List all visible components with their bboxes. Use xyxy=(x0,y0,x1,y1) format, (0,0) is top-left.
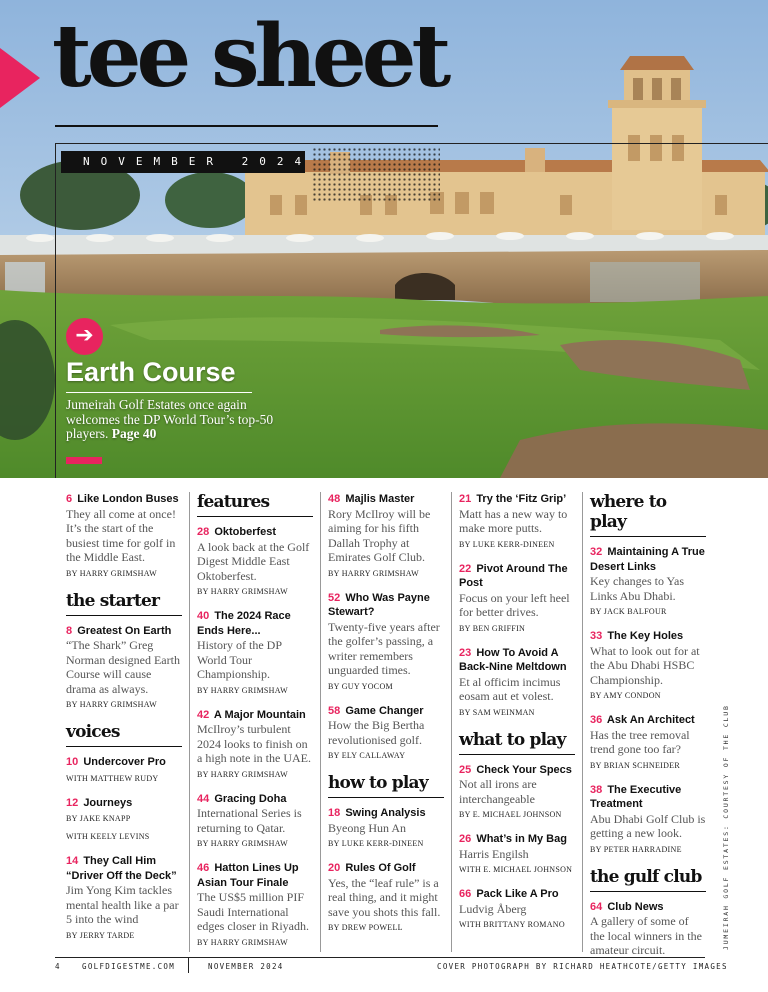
entry-byline: BY JACK BALFOUR xyxy=(590,607,667,616)
footer-site-link[interactable]: GOLFDIGESTME.COM xyxy=(82,962,176,971)
entry-byline: WITH BRITTANY ROMANO xyxy=(459,920,565,929)
cover-description xyxy=(66,398,276,442)
toc-entry[interactable] xyxy=(590,713,706,771)
toc-entry[interactable] xyxy=(66,624,182,711)
entry-byline: BY ELY CALLAWAY xyxy=(328,751,406,760)
entry-title[interactable] xyxy=(459,562,575,591)
toc-entry[interactable] xyxy=(459,562,575,634)
entry-description: Focus on your left heel for better drives. xyxy=(459,590,570,619)
toc-entry[interactable] xyxy=(66,755,182,784)
frame-line-left xyxy=(55,143,56,478)
entry-description: International Series is returning to Qatar. xyxy=(197,806,302,835)
entry-title[interactable] xyxy=(328,591,444,620)
entry-byline: BY BEN GRIFFIN xyxy=(459,623,526,633)
entry-description: McIlroy’s turbulent 2024 looks to finish on a high note in the UAE. xyxy=(197,722,311,765)
toc-entry[interactable] xyxy=(328,861,444,933)
entry-title[interactable] xyxy=(197,708,313,723)
page-number: 10 xyxy=(66,756,79,768)
frame-line-top xyxy=(55,143,768,144)
cover-page-ref[interactable]: Page 40 xyxy=(111,426,157,441)
cover-headline-rule xyxy=(66,392,252,393)
entry-byline: BY HARRY GRIMSHAW xyxy=(66,568,157,578)
page-number: 22 xyxy=(459,562,472,575)
entry-title-text: The Executive Treatment xyxy=(590,783,682,810)
entry-byline: BY HARRY GRIMSHAW xyxy=(197,685,288,695)
column-divider xyxy=(320,492,321,952)
entry-description: Rory McIlroy will be aiming for his fifth Dallah Trophy at Emirates Golf Club. xyxy=(328,506,431,564)
page-number: 40 xyxy=(197,610,210,622)
entry-byline: BY BRIAN SCHNEIDER xyxy=(590,760,680,770)
toc-entry[interactable] xyxy=(197,708,313,780)
entry-title-text: Game Changer xyxy=(345,704,424,717)
page-number: 26 xyxy=(459,833,472,845)
entry-title[interactable] xyxy=(66,854,182,883)
entry-description: Harris Engilsh xyxy=(459,846,529,861)
toc-entry[interactable] xyxy=(197,861,313,948)
entry-title-text: A Major Mountain xyxy=(213,708,306,721)
entry-title[interactable] xyxy=(459,832,575,847)
entry-byline: BY E. MICHAEL JOHNSON xyxy=(459,810,562,819)
entry-byline: BY LUKE KERR-DINEEN xyxy=(459,539,555,549)
section-heading: how to play xyxy=(328,773,444,798)
masthead-title: tee sheet xyxy=(52,6,447,107)
entry-byline: BY HARRY GRIMSHAW xyxy=(197,587,288,596)
toc-entry[interactable] xyxy=(459,832,575,875)
toc-entry[interactable] xyxy=(66,492,182,579)
entry-description: What to look out for at the Abu Dhabi HSBC Championship. xyxy=(590,643,700,687)
entry-description: The US$5 million PIF Saudi International edges closer in Riyadh. xyxy=(197,890,309,933)
entry-title[interactable] xyxy=(459,763,575,778)
entry-title[interactable] xyxy=(197,792,313,807)
entry-byline: BY JAKE KNAPP xyxy=(66,814,131,823)
entry-title[interactable] xyxy=(590,900,706,915)
toc-entry[interactable] xyxy=(66,854,182,941)
entry-byline: BY LUKE KERR-DINEEN xyxy=(328,839,424,848)
toc-entry[interactable] xyxy=(590,783,706,855)
entry-title-text: Majlis Master xyxy=(345,493,415,505)
entry-title[interactable] xyxy=(197,609,313,638)
toc-entry[interactable] xyxy=(197,792,313,850)
entry-title-text: Maintaining A True Desert Links xyxy=(590,546,705,573)
entry-title-text: How To Avoid A Back-Nine Meltdown xyxy=(459,646,567,673)
entry-title-text: Pack Like A Pro xyxy=(476,888,559,900)
entry-title-text: Like London Buses xyxy=(77,493,179,505)
page-number: 25 xyxy=(459,763,472,776)
page-number: 12 xyxy=(66,796,79,809)
page-number: 38 xyxy=(590,783,603,796)
entry-title[interactable] xyxy=(328,806,444,821)
entry-description: “The Shark” Greg Norman designed Earth Course will cause drama as always. xyxy=(66,638,180,696)
page-number: 23 xyxy=(459,646,472,659)
toc-entry[interactable] xyxy=(66,796,182,843)
entry-title-text: Gracing Doha xyxy=(214,792,287,805)
toc-column-4 xyxy=(459,492,575,942)
entry-title[interactable] xyxy=(197,861,313,890)
entry-title-text: They Call Him “Driver Off the Deck” xyxy=(66,855,177,882)
footer-divider xyxy=(188,957,189,973)
page-number: 58 xyxy=(328,704,341,717)
entry-description: Et al officim incimus eosam aut et volest. xyxy=(459,674,561,703)
entry-description: Matt has a new way to make more putts. xyxy=(459,506,568,535)
entry-title-text: The Key Holes xyxy=(607,630,684,642)
footer-cover-credit: COVER PHOTOGRAPH BY RICHARD HEATHCOTE/GETTY IMAGES xyxy=(437,962,728,971)
entry-byline: BY HARRY GRIMSHAW xyxy=(66,700,157,709)
toc-entry[interactable] xyxy=(328,806,444,849)
entry-byline: WITH E. MICHAEL JOHNSON xyxy=(459,865,573,874)
entry-byline: WITH MATTHEW RUDY xyxy=(66,773,159,783)
entry-title[interactable] xyxy=(66,624,182,639)
entry-description: Yes, the “leaf rule” is a real thing, and it might save you shots this fall. xyxy=(328,875,441,919)
toc-entry[interactable] xyxy=(459,646,575,718)
cover-headline: Earth Course xyxy=(66,357,236,387)
toc-entry[interactable] xyxy=(459,763,575,821)
entry-description: Byeong Hun An xyxy=(328,820,406,835)
entry-title-text: What’s in My Bag xyxy=(476,833,567,845)
entry-description: How the Big Bertha revolutionised golf. xyxy=(328,718,425,747)
entry-title-text: Swing Analysis xyxy=(345,807,426,819)
accent-bar xyxy=(66,457,102,464)
entry-title[interactable] xyxy=(66,755,182,770)
page-number: 20 xyxy=(328,862,341,874)
section-heading: features xyxy=(197,492,313,517)
entry-description: History of the DP World Tour Championship. xyxy=(197,638,282,681)
entry-byline: BY HARRY GRIMSHAW xyxy=(197,839,288,848)
entry-description: Twenty-five years after the golfer’s passing, a writer remembers unguarded times. xyxy=(328,619,440,677)
page-number: 48 xyxy=(328,493,341,505)
page-number: 64 xyxy=(590,900,603,913)
entry-description: They all come at once! It’s the start of the busiest time for golf in the Middle East. xyxy=(66,506,176,564)
toc-column-5 xyxy=(590,492,706,970)
entry-byline: BY HARRY GRIMSHAW xyxy=(328,568,419,578)
section-heading: what to play xyxy=(459,730,575,755)
cover-photo xyxy=(0,0,768,478)
section-heading: the starter xyxy=(66,591,182,616)
page-number: 6 xyxy=(66,493,73,505)
entry-description: Abu Dhabi Golf Club is getting a new look. xyxy=(590,811,706,840)
entry-description: Key changes to Yas Links Abu Dhabi. xyxy=(590,574,684,603)
page-number: 33 xyxy=(590,630,603,642)
entry-description: Jim Yong Kim tackles mental health like a par 5 into the wind xyxy=(66,883,179,926)
entry-title[interactable] xyxy=(197,525,313,540)
entry-byline: BY SAM WEINMAN xyxy=(459,707,535,717)
column-divider xyxy=(189,492,190,952)
entry-description: A look back at the Golf Digest Middle East Oktoberfest. xyxy=(197,539,310,583)
entry-title[interactable] xyxy=(328,492,444,507)
entry-byline: BY HARRY GRIMSHAW xyxy=(197,937,288,947)
entry-title-text: Hatton Lines Up Asian Tour Finale xyxy=(197,862,299,889)
footer-issue-date: NOVEMBER 2024 xyxy=(208,962,284,971)
entry-title-text: Greatest On Earth xyxy=(77,624,172,637)
entry-title-text: Check Your Specs xyxy=(476,763,572,776)
entry-title[interactable] xyxy=(459,887,575,902)
page-number: 36 xyxy=(590,714,603,726)
entry-title[interactable] xyxy=(66,796,182,811)
entry-title[interactable] xyxy=(590,713,706,728)
entry-title-text: The 2024 Race Ends Here... xyxy=(197,610,291,637)
toc-entry[interactable] xyxy=(590,900,706,958)
entry-title[interactable] xyxy=(459,646,575,675)
entry-title-text: Ask An Architect xyxy=(606,714,695,726)
entry-title[interactable] xyxy=(459,492,575,507)
page-number: 14 xyxy=(66,855,79,867)
photo-credit-vertical: JUMEIRAH GOLF ESTATES: COURTESY OF THE CLUB xyxy=(722,704,730,950)
page-number: 18 xyxy=(328,807,341,819)
issue-date-bar: NOVEMBER 2024 xyxy=(61,151,305,173)
toc-entry[interactable] xyxy=(328,492,444,579)
footer-rule xyxy=(55,957,705,958)
entry-byline: BY GUY YOCOM xyxy=(328,681,393,691)
toc-entry[interactable] xyxy=(197,525,313,597)
toc-entry[interactable] xyxy=(590,545,706,617)
toc-entry[interactable] xyxy=(197,609,313,696)
toc-entry[interactable] xyxy=(590,629,706,701)
column-divider xyxy=(451,492,452,952)
entry-title-text: Pivot Around The Post xyxy=(459,562,568,589)
toc-column-1 xyxy=(66,492,182,953)
entry-title-text: Undercover Pro xyxy=(83,756,166,768)
toc-entry[interactable] xyxy=(459,887,575,930)
entry-byline: BY JERRY TARDE xyxy=(66,930,135,940)
page-number: 46 xyxy=(197,862,210,874)
arrow-right-icon[interactable]: ➔ xyxy=(66,318,103,355)
entry-title-text: Oktoberfest xyxy=(214,526,277,538)
cover-description-text: Jumeirah Golf Estates once again welcomes the DP World Tour’s top-50 players. xyxy=(66,397,274,441)
page-number: 8 xyxy=(66,624,73,637)
page-number: 66 xyxy=(459,888,472,900)
toc-column-2 xyxy=(197,492,313,960)
title-rule xyxy=(55,125,438,127)
toc-entry[interactable] xyxy=(328,591,444,692)
entry-title[interactable] xyxy=(328,704,444,719)
entry-title-text: Club News xyxy=(607,900,664,913)
entry-byline: BY PETER HARRADINE xyxy=(590,844,682,854)
page-number: 21 xyxy=(459,493,472,505)
entry-title-text: Rules Of Golf xyxy=(345,862,416,874)
entry-byline: BY AMY CONDON xyxy=(590,691,661,700)
toc-column-3 xyxy=(328,492,444,945)
toc-entry[interactable] xyxy=(459,492,575,550)
entry-description: Has the tree removal trend gone too far? xyxy=(590,727,690,756)
entry-title-text: Try the ‘Fitz Grip’ xyxy=(476,493,567,505)
entry-byline: BY HARRY GRIMSHAW xyxy=(197,769,288,779)
page-number: 44 xyxy=(197,792,210,805)
entry-description: Not all irons are interchangeable xyxy=(459,777,537,806)
section-heading: voices xyxy=(66,722,182,747)
entry-byline: WITH KEELY LEVINS xyxy=(66,832,150,841)
entry-title[interactable] xyxy=(590,783,706,812)
column-divider xyxy=(582,492,583,952)
entry-title[interactable] xyxy=(328,861,444,876)
page-number: 52 xyxy=(328,591,341,604)
section-heading: the gulf club xyxy=(590,867,706,892)
entry-byline: BY DREW POWELL xyxy=(328,923,403,932)
page-number: 32 xyxy=(590,546,603,558)
page-number: 28 xyxy=(197,526,210,538)
toc-entry[interactable] xyxy=(328,704,444,762)
halftone-dots xyxy=(312,147,440,203)
section-heading: where to play xyxy=(590,492,706,537)
entry-title-text: Who Was Payne Stewart? xyxy=(328,591,430,618)
folio-page-number: 4 xyxy=(55,962,61,971)
entry-title[interactable] xyxy=(590,629,706,644)
brand-triangle-icon xyxy=(0,48,40,108)
entry-title[interactable] xyxy=(590,545,706,574)
entry-description: Ludvig Åberg xyxy=(459,901,527,916)
entry-title-text: Journeys xyxy=(83,796,133,809)
entry-description: A gallery of some of the local winners in the amateur circuit. xyxy=(590,914,702,957)
page-number: 42 xyxy=(197,708,210,721)
entry-title[interactable] xyxy=(66,492,182,507)
